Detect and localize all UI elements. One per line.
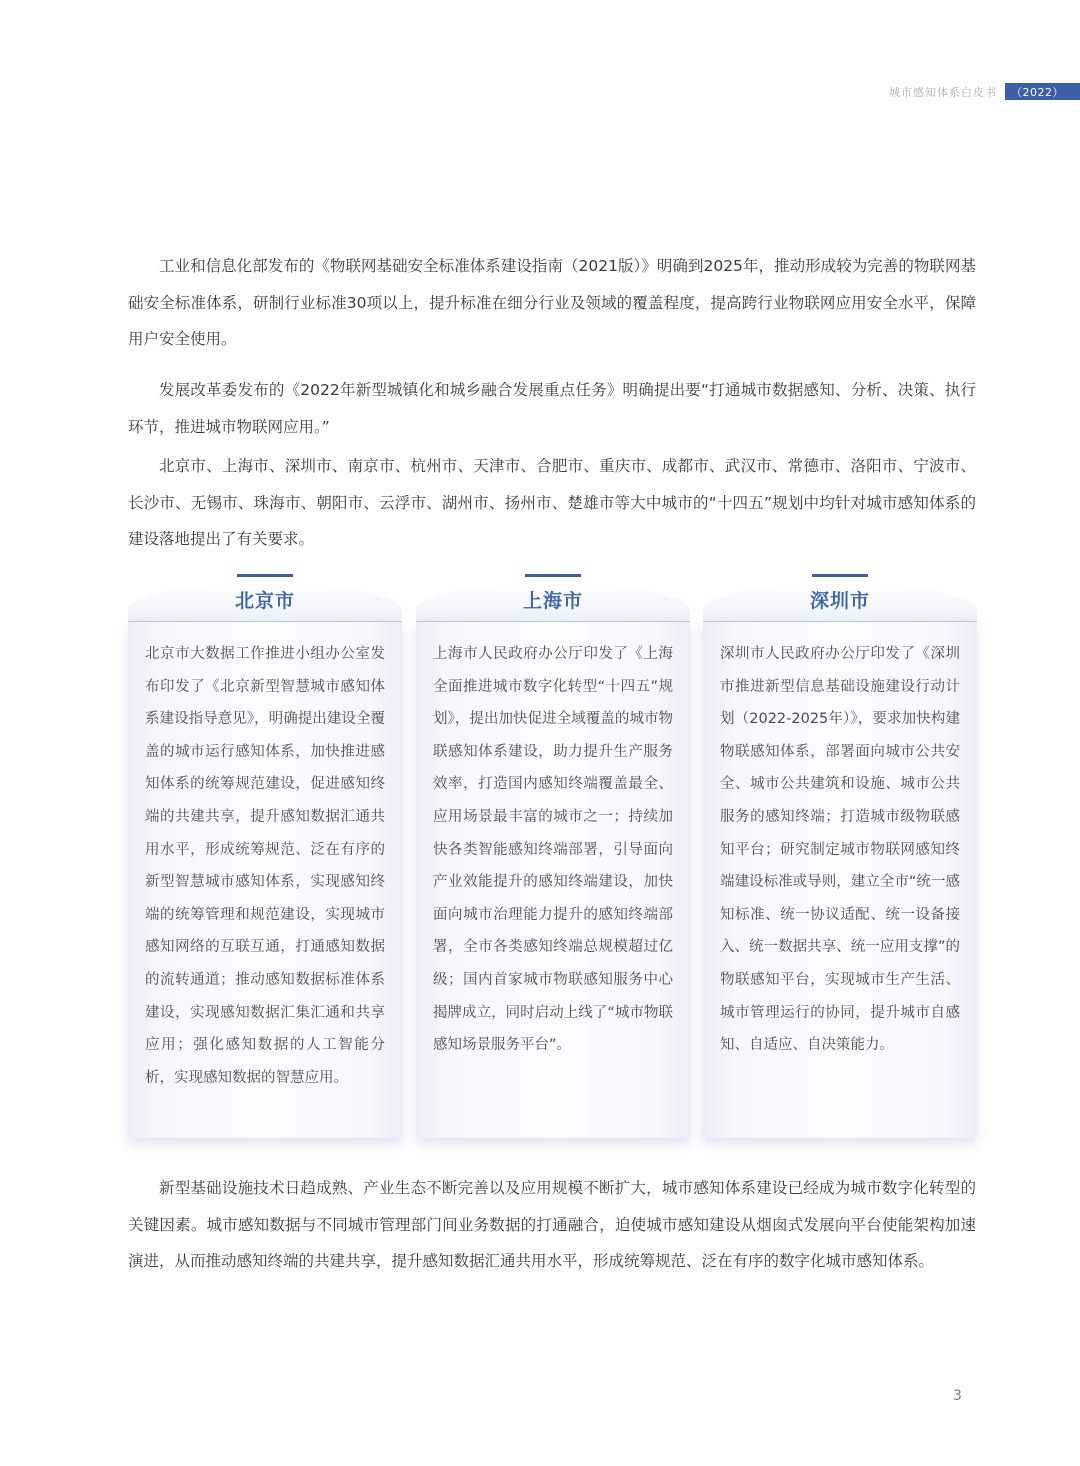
card-text: 上海市人民政府办公厅印发了《上海全面推进城市数字化转型“十四五”规划》，提出加快促进全域覆盖的城市物联感知体系建设，助力提升生产服务效率，打造国内感知终端覆盖最全、应用场景最丰富的城市之一；持续加快各类智能感知终端部署，引导面向产业效能提升的感知终端建设，加快面向城市治理能力提升的感知终端部署，全市各类感知终端总规模超过亿级；国内首家城市物联感知服务中心揭牌成立，同时启动上线了“城市物联感知场景服务平台”。 [433, 646, 673, 1054]
header-year: （2022） [1011, 85, 1064, 99]
card-body [128, 621, 402, 1138]
card-accent-bar [525, 574, 581, 577]
city-card-shenzhen [703, 574, 977, 1138]
card-body [703, 621, 977, 1138]
card-accent-bar [237, 574, 293, 577]
page-header [889, 83, 1080, 100]
card-title: 北京市 [234, 590, 295, 612]
paragraph-miit-guideline: 工业和信息化部发布的《物联网基础安全标准体系建设指南（2021版）》明确到2025年，推动形成较为完善的物联网基础安全标准体系，研制行业标准30项以上，提升标准在细分行业及领域的覆盖程度，提高跨行业物联网应用安全水平，保障用户安全使用。 [128, 257, 976, 348]
card-title: 上海市 [522, 590, 583, 612]
paragraph-conclusion: 新型基础设施技术日趋成熟、产业生态不断完善以及应用规模不断扩大，城市感知体系建设已经成为城市数字化转型的关键因素。城市感知数据与不同城市管理部门间业务数据的打通融合，迫使城市感知建设从烟囱式发展向平台使能架构加速演进，从而推动感知终端的共建共享，提升感知数据汇通共用水平，形成统筹规范、泛在有序的数字化城市感知体系。 [128, 1179, 976, 1270]
paragraph-city-plans: 北京市、上海市、深圳市、南京市、杭州市、天津市、合肥市、重庆市、成都市、武汉市、常德市、洛阳市、宁波市、长沙市、无锡市、珠海市、朝阳市、云浮市、湖州市、扬州市、楚雄市等大中城市的“十四五”规划中均针对城市感知体系的建设落地提出了有关要求。 [128, 457, 976, 548]
card-accent-bar [812, 574, 868, 577]
card-body [416, 621, 690, 1138]
header-year-badge [1005, 83, 1080, 100]
city-card-shanghai [416, 574, 690, 1138]
card-text: 深圳市人民政府办公厅印发了《深圳市推进新型信息基础设施建设行动计划（2022-2025年）》，要求加快构建物联感知体系，部署面向城市公共安全、城市公共建筑和设施、城市公共服务的感知终端；打造城市级物联感知平台；研究制定城市物联网感知终端建设标准或导则，建立全市“统一感知标准、统一协议适配、统一设备接入、统一数据共享、统一应用支撑”的物联感知平台，实现城市生产生活、城市管理运行的协同，提升城市自感知、自适应、自决策能力。 [720, 646, 960, 1054]
city-card-beijing [128, 574, 402, 1138]
card-title: 深圳市 [809, 590, 870, 612]
paragraph-ndrc-tasks: 发展改革委发布的《2022年新型城镇化和城乡融合发展重点任务》明确提出要“打通城市数据感知、分析、决策、执行环节，推进城市物联网应用。” [128, 381, 976, 436]
page-number: 3 [953, 1388, 962, 1404]
header-title: 城市感知体系白皮书 [889, 85, 997, 99]
card-text: 北京市大数据工作推进小组办公室发布印发了《北京新型智慧城市感知体系建设指导意见》，明确提出建设全覆盖的城市运行感知体系，加快推进感知体系的统筹规范建设，促进感知终端的共建共享，提升感知数据汇通共用水平，形成统筹规范、泛在有序的新型智慧城市感知体系，实现感知终端的统筹管理和规范建设，实现城市感知网络的互联互通，打通感知数据的流转通道；推动感知数据标准体系建设，实现感知数据汇集汇通和共享应用；强化感知数据的人工智能分析，实现感知数据的智慧应用。 [145, 646, 385, 1086]
